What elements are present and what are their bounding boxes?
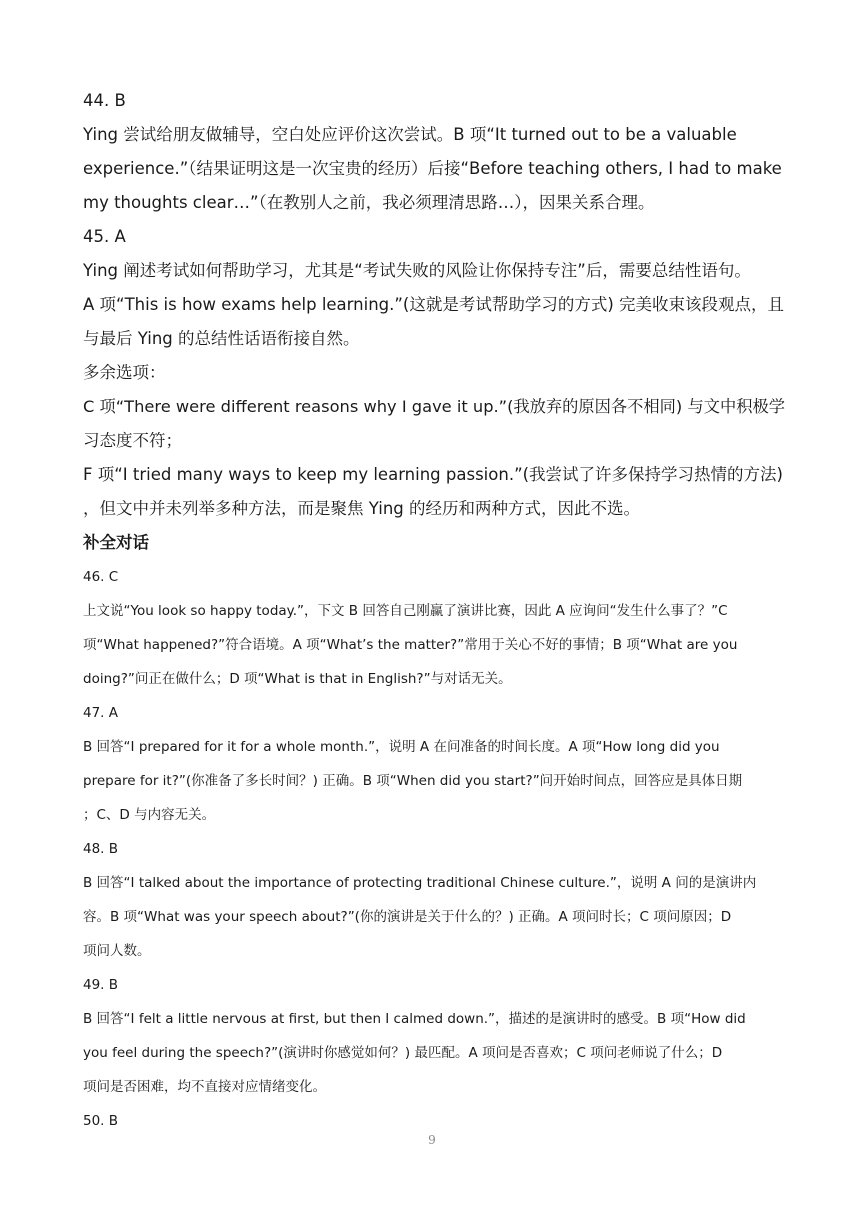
section-heading-block	[83, 526, 783, 560]
text-line: 习态度不符；	[83, 431, 182, 450]
text-line: A 项“This is how exams help learning.”(这就是考试帮助学习的方式) 完美收束该段观点，且	[83, 295, 785, 314]
text-line: experience.”（结果证明这是一次宝贵的经历）后接“Before teaching others, I had to make	[83, 159, 782, 178]
text-line: Ying 阐述考试如何帮助学习，尤其是“考试失败的风险让你保持专注”后，需要总结性语句。	[83, 261, 751, 280]
text-line: B 回答“I talked about the importance of protecting traditional Chinese culture.”，说明 A 问的是演讲内	[83, 875, 757, 891]
text-line: 项问是否困难，均不直接对应情绪变化。	[83, 1079, 326, 1095]
explanation-block	[83, 560, 783, 1138]
section-heading: 补全对话	[83, 533, 149, 552]
text-line: ；C、D 与内容无关。	[83, 807, 216, 823]
explanation-block	[83, 84, 783, 526]
text-line: 项问人数。	[83, 943, 151, 959]
text-line: 与最后 Ying 的总结性话语衔接自然。	[83, 329, 360, 348]
text-line: 项“What happened?”符合语境。A 项“What’s the matter?”常用于关心不好的事情；B 项“What are you	[83, 637, 738, 653]
text-line: B 回答“I prepared for it for a whole month.”，说明 A 在问准备的时间长度。A 项“How long did you	[83, 739, 720, 755]
text-line: my thoughts clear…”（在教别人之前，我必须理清思路…），因果关系合理。	[83, 193, 655, 212]
text-line: 48. B	[83, 841, 119, 857]
text-line: 容。B 项“What was your speech about?”(你的演讲是关于什么的？) 正确。A 项问时长；C 项问原因；D	[83, 909, 732, 925]
text-line: B 回答“I felt a little nervous at first, but then I calmed down.”，描述的是演讲时的感受。B 项“How did	[83, 1011, 746, 1027]
text-line: 49. B	[83, 977, 119, 993]
text-line: 46. C	[83, 569, 119, 585]
answer-explanations	[83, 84, 783, 1138]
text-line: 47. A	[83, 705, 118, 721]
text-line: 50. B	[83, 1113, 119, 1129]
text-line: prepare for it?”(你准备了多长时间？) 正确。B 项“When did you start?”问开始时间点，回答应是具体日期	[83, 773, 743, 789]
text-line: doing?”问正在做什么；D 项“What is that in English?”与对话无关。	[83, 671, 512, 687]
text-line: F 项“I tried many ways to keep my learning passion.”(我尝试了许多保持学习热情的方法)	[83, 465, 783, 484]
text-line: ，但文中并未列举多种方法，而是聚焦 Ying 的经历和两种方式，因此不选。	[83, 499, 640, 518]
text-line: 45. A	[83, 227, 126, 246]
text-line: Ying 尝试给朋友做辅导，空白处应评价这次尝试。B 项“It turned out to be a valuable	[83, 125, 737, 144]
text-line: 多余选项：	[83, 363, 166, 382]
page-number: 9	[428, 1133, 436, 1147]
text-line: 44. B	[83, 91, 126, 110]
text-line: C 项“There were different reasons why I gave it up.”(我放弃的原因各不相同) 与文中积极学	[83, 397, 785, 416]
text-line: 上文说“You look so happy today.”，下文 B 回答自己刚赢了演讲比赛，因此 A 应询问“发生什么事了？”C	[83, 603, 728, 619]
text-line: you feel during the speech?”(演讲时你感觉如何？) 最匹配。A 项问是否喜欢；C 项问老师说了什么；D	[83, 1045, 723, 1061]
